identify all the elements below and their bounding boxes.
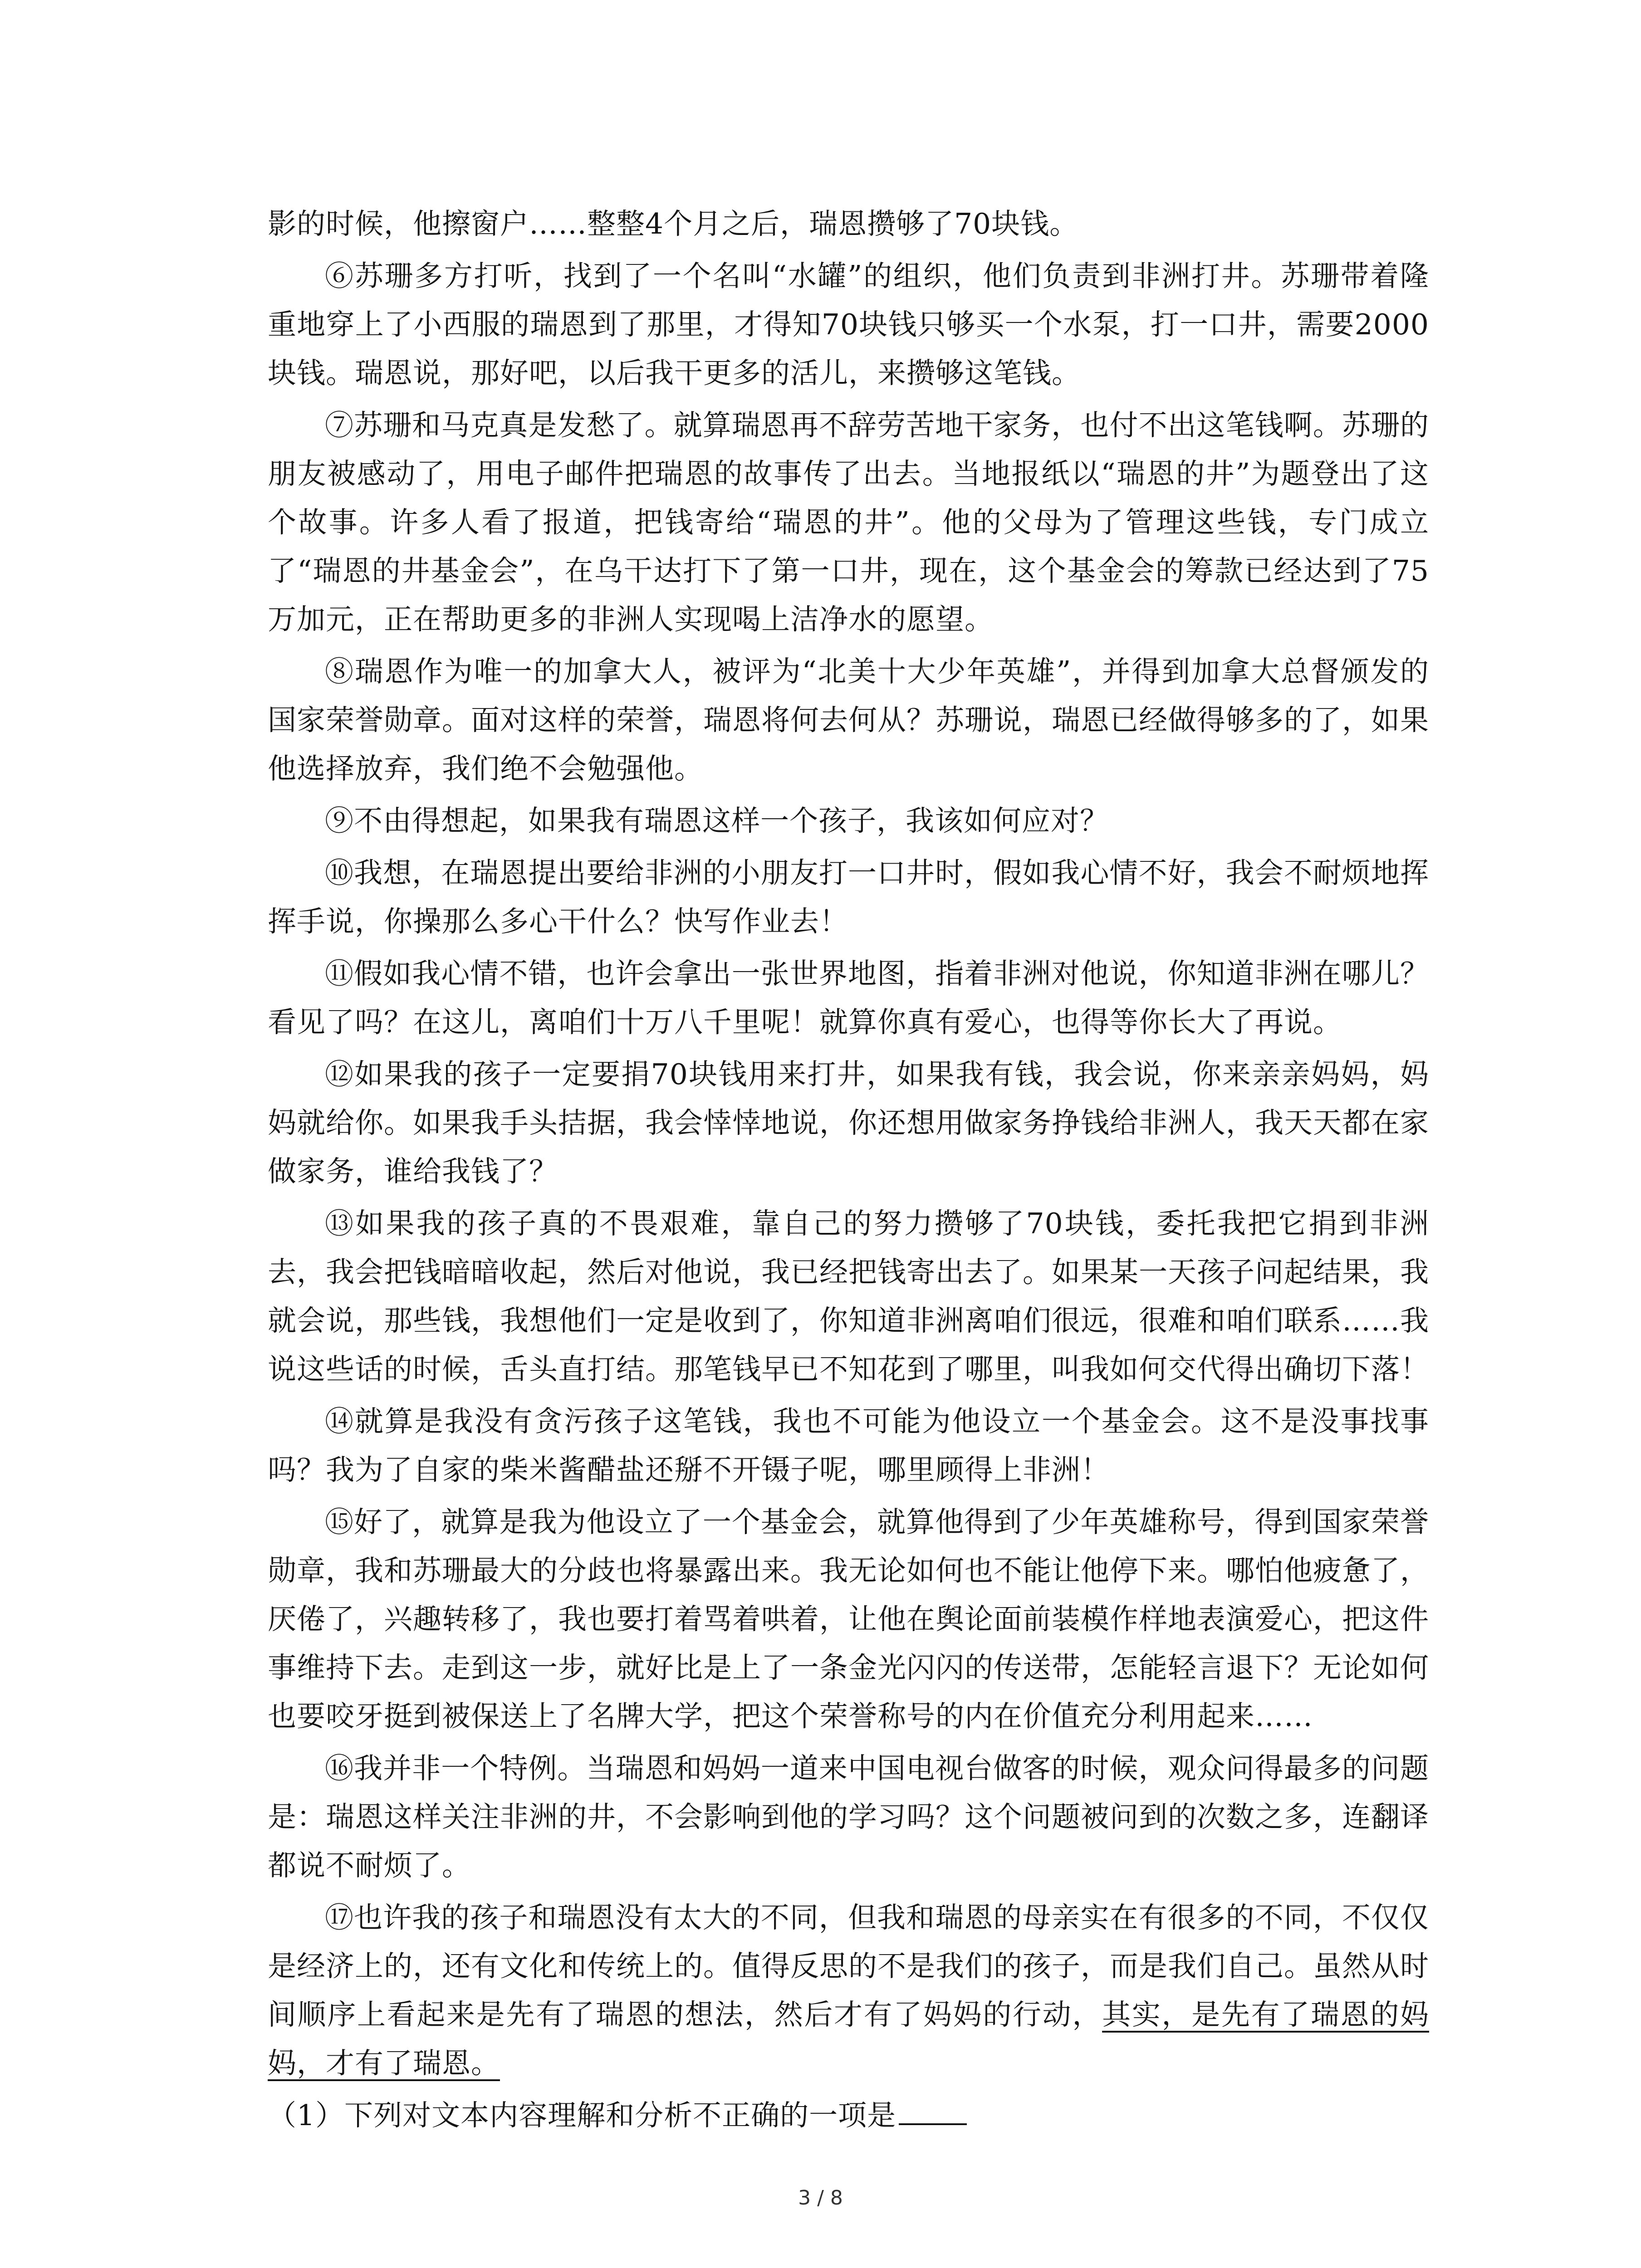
paragraph-10: ⑩我想，在瑞恩提出要给非洲的小朋友打一口井时，假如我心情不好，我会不耐烦地挥挥手说，你操那么多心干什么？快写作业去！ xyxy=(268,856,1429,938)
paragraph-14: ⑭就算是我没有贪污孩子这笔钱，我也不可能为他设立一个基金会。这不是没事找事吗？我为了自家的柴米酱醋盐还掰不开镊子呢，哪里顾得上非洲！ xyxy=(268,1405,1429,1486)
question-1-text: （1）下列对文本内容理解和分析不正确的一项是 xyxy=(268,2099,896,2132)
paragraph-17-text: ⑰也许我的孩子和瑞恩没有太大的不同，但我和瑞恩的母亲实在有很多的不同，不仅仅是经济上的，还有文化和传统上的。值得反思的不是我们的孩子，而是我们自己。虽然从时间顺序上看起来是先有了瑞恩的想法，然后才有了妈妈的行动， xyxy=(268,1901,1429,2031)
paragraph-6: ⑥苏珊多方打听，找到了一个名叫“水罐”的组织，他们负责到非洲打井。苏珊带着隆重地穿上了小西服的瑞恩到了那里，才得知70块钱只够买一个水泵，打一口井，需要2000块钱。瑞恩说，那好吧，以后我干更多的活儿，来攒够这笔钱。 xyxy=(268,259,1429,390)
paragraph-5-continued: 影的时候，他擦窗户……整整4个月之后，瑞恩攒够了70块钱。 xyxy=(268,207,1079,240)
paragraph-16: ⑯我并非一个特例。当瑞恩和妈妈一道来中国电视台做客的时候，观众问得最多的问题是：瑞恩这样关注非洲的井，不会影响到他的学习吗？这个问题被问到的次数之多，连翻译都说不耐烦了。 xyxy=(268,1752,1429,1882)
question-1 xyxy=(268,2091,1429,2140)
paragraph-12: ⑫如果我的孩子一定要捐70块钱用来打井，如果我有钱，我会说，你来亲亲妈妈，妈妈就给你。如果我手头拮据，我会悻悻地说，你还想用做家务挣钱给非洲人，我天天都在家做家务，谁给我钱了？ xyxy=(268,1058,1429,1188)
paragraph-15: ⑮好了，就算是我为他设立了一个基金会，就算他得到了少年英雄称号，得到国家荣誉勋章，我和苏珊最大的分歧也将暴露出来。我无论如何也不能让他停下来。哪怕他疲惫了，厌倦了，兴趣转移了，我也要打着骂着哄着，让他在舆论面前装模作样地表演爱心，把这件事维持下去。走到这一步，就好比是上了一条金光闪闪的传送带，怎能轻言退下？无论如何也要咬牙挺到被保送上了名牌大学，把这个荣誉称号的内在价值充分利用起来…… xyxy=(268,1505,1429,1733)
article-body xyxy=(268,200,1429,2140)
underlined-sentence: 其实，是先有了瑞恩的妈妈，才有了瑞恩。 xyxy=(268,1998,1430,2080)
paragraph-8: ⑧瑞恩作为唯一的加拿大人，被评为“北美十大少年英雄”，并得到加拿大总督颁发的国家荣誉勋章。面对这样的荣誉，瑞恩将何去何从？苏珊说，瑞恩已经做得够多的了，如果他选择放弃，我们绝不会勉强他。 xyxy=(268,655,1429,785)
page-number: 3 / 8 xyxy=(798,2186,843,2209)
paragraph-11: ⑪假如我心情不错，也许会拿出一张世界地图，指着非洲对他说，你知道非洲在哪儿？看见了吗？在这儿，离咱们十万八千里呢！就算你真有爱心，也得等你长大了再说。 xyxy=(268,957,1429,1039)
paragraph-17 xyxy=(268,1893,1429,2087)
paragraph-7: ⑦苏珊和马克真是发愁了。就算瑞恩再不辞劳苦地干家务，也付不出这笔钱啊。苏珊的朋友被感动了，用电子邮件把瑞恩的故事传了出去。当地报纸以“瑞恩的井”为题登出了这个故事。许多人看了报道，把钱寄给“瑞恩的井”。他的父母为了管理这些钱，专门成立了“瑞恩的井基金会”，在乌干达打下了第一口井，现在，这个基金会的筹款已经达到了75万加元，正在帮助更多的非洲人实现喝上洁净水的愿望。 xyxy=(268,409,1429,636)
paragraph-13: ⑬如果我的孩子真的不畏艰难，靠自己的努力攒够了70块钱，委托我把它捐到非洲去，我会把钱暗暗收起，然后对他说，我已经把钱寄出去了。如果某一天孩子问起结果，我就会说，那些钱，我想他们一定是收到了，你知道非洲离咱们很远，很难和咱们联系……我说这些话的时候，舌头直打结。那笔钱早已不知花到了哪里，叫我如何交代得出确切下落！ xyxy=(268,1207,1429,1386)
paragraph-9: ⑨不由得想起，如果我有瑞恩这样一个孩子，我该如何应对？ xyxy=(325,804,1109,837)
answer-blank[interactable] xyxy=(899,2096,967,2125)
